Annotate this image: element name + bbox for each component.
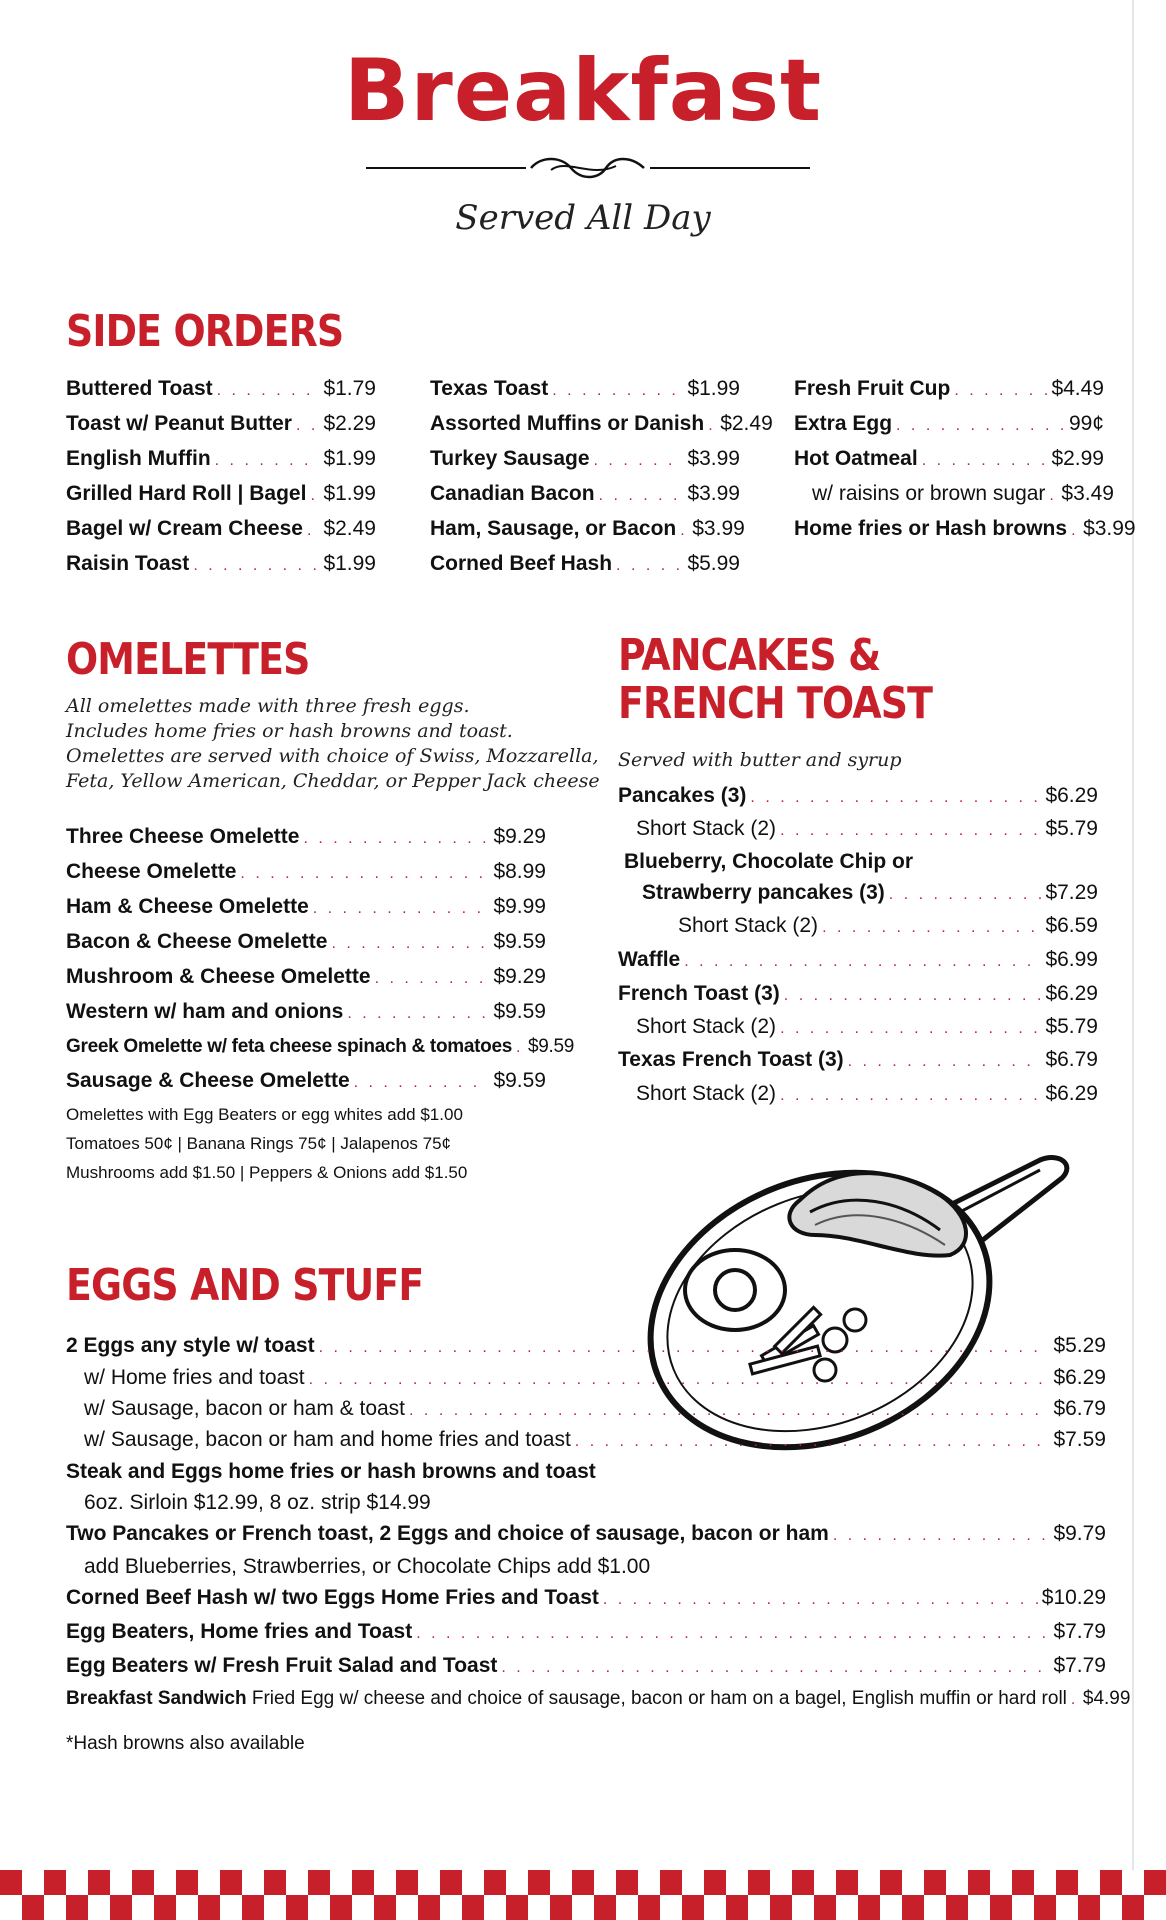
description-line: Feta, Yellow American, Cheddar, or Pepper Jack cheese — [66, 770, 600, 792]
item-price: $3.99 — [687, 447, 740, 470]
pancakes-list — [618, 780, 1098, 1111]
dot-leader — [217, 374, 320, 407]
item-price: $3.49 — [1061, 482, 1114, 505]
item-name: Bagel w/ Cream Cheese — [66, 517, 303, 540]
item-price: $6.29 — [1045, 982, 1098, 1005]
dot-leader — [599, 479, 684, 512]
menu-item — [66, 512, 376, 547]
page-edge — [1132, 0, 1134, 1880]
menu-item — [66, 1425, 1106, 1456]
menu-item-detail — [66, 1488, 1106, 1517]
item-name: Toast w/ Peanut Butter — [66, 412, 292, 435]
item-name: Breakfast Sandwich — [66, 1688, 247, 1709]
item-name: Three Cheese Omelette — [66, 825, 300, 848]
item-name: w/ Home fries and toast — [84, 1366, 305, 1389]
note-line: Omelettes with Egg Beaters or egg whites add $1.00 — [66, 1105, 463, 1124]
item-description: Fried Egg w/ cheese and choice of sausage, bacon or ham on a bagel, English muffin or hard roll — [251, 1688, 1067, 1709]
item-name: Mushroom & Cheese Omelette — [66, 965, 371, 988]
item-name: w/ Sausage, bacon or ham and home fries and toast — [84, 1428, 571, 1451]
menu-item — [66, 925, 546, 960]
item-price: $5.99 — [687, 552, 740, 575]
item-name: Greek Omelette w/ feta cheese spinach & tomatoes — [66, 1036, 512, 1057]
omelettes-heading: OMELETTES — [66, 634, 310, 685]
omelettes-description — [66, 694, 600, 794]
dot-leader — [684, 945, 1041, 978]
item-name: Short Stack (2) — [636, 1082, 777, 1105]
dot-leader — [240, 857, 489, 890]
note-line: Mushrooms add $1.50 | Peppers & Onions add $1.50 — [66, 1163, 468, 1182]
dot-leader — [750, 782, 1041, 813]
item-price: $5.29 — [1053, 1334, 1106, 1357]
item-price: $6.79 — [1053, 1397, 1106, 1420]
item-name: Cheese Omelette — [66, 860, 237, 883]
item-name: Pancakes (3) — [618, 784, 747, 807]
item-name: Texas French Toast (3) — [618, 1048, 844, 1071]
eggs-heading: EGGS AND STUFF — [66, 1260, 424, 1311]
menu-item — [66, 1030, 575, 1064]
menu-item — [66, 1456, 1106, 1488]
pancakes-heading-line2: FRENCH TOAST — [618, 677, 933, 729]
item-name: Waffle — [618, 948, 681, 971]
pancakes-heading-line1: PANCAKES & — [618, 630, 881, 681]
item-price: $4.49 — [1051, 377, 1104, 400]
item-name: Blueberry, Chocolate Chip or — [624, 850, 913, 873]
menu-item — [66, 820, 546, 855]
item-price: $3.99 — [1083, 517, 1136, 540]
menu-item — [430, 407, 773, 442]
omelettes-list — [66, 820, 575, 1099]
pancakes-heading — [618, 632, 932, 727]
menu-item — [794, 442, 1104, 477]
item-price: $9.59 — [493, 1000, 546, 1023]
dot-leader — [501, 1651, 1049, 1684]
item-price: $8.99 — [493, 860, 546, 883]
item-name: Two Pancakes or French toast, 2 Eggs and choice of sausage, bacon or ham — [66, 1522, 829, 1545]
menu-item — [430, 512, 745, 547]
item-price: $5.79 — [1045, 1015, 1098, 1038]
dot-leader — [331, 927, 489, 960]
menu-item — [430, 442, 740, 477]
dot-leader — [708, 409, 716, 442]
item-name: French Toast (3) — [618, 982, 780, 1005]
dot-leader — [780, 1080, 1041, 1111]
item-price: $9.79 — [1053, 1522, 1106, 1545]
menu-item — [66, 1649, 1106, 1684]
menu-item — [430, 547, 740, 582]
item-price: $6.59 — [1045, 914, 1098, 937]
dot-leader — [307, 514, 320, 547]
side-orders-col2 — [430, 372, 773, 582]
item-price: $6.99 — [1045, 948, 1098, 971]
item-name: 2 Eggs any style w/ toast — [66, 1334, 315, 1357]
menu-item — [66, 890, 546, 925]
dot-leader — [780, 1013, 1041, 1044]
item-detail: add Blueberries, Strawberries, or Chocolate Chips add $1.00 — [84, 1555, 651, 1578]
item-name: Canadian Bacon — [430, 482, 595, 505]
item-name: Strawberry pancakes (3) — [642, 881, 885, 904]
menu-item — [66, 855, 546, 890]
item-price: $3.99 — [687, 482, 740, 505]
item-price: $1.99 — [323, 552, 376, 575]
item-name: Ham, Sausage, or Bacon — [430, 517, 677, 540]
dot-leader — [780, 815, 1041, 846]
dot-leader — [922, 444, 1048, 477]
description-line: All omelettes made with three fresh eggs. — [66, 695, 470, 717]
side-orders-col3 — [794, 372, 1136, 547]
menu-item — [430, 372, 740, 407]
item-price: $1.99 — [687, 377, 740, 400]
menu-item — [66, 960, 546, 995]
item-price: $2.99 — [1051, 447, 1104, 470]
menu-item — [618, 978, 1098, 1011]
menu-item — [618, 780, 1098, 813]
menu-item — [66, 407, 376, 442]
item-price: $6.29 — [1045, 784, 1098, 807]
dot-leader — [313, 892, 490, 925]
menu-item — [66, 1064, 546, 1099]
dot-leader — [784, 980, 1042, 1011]
item-price: $1.99 — [323, 482, 376, 505]
item-name: Corned Beef Hash — [430, 552, 613, 575]
item-name: Corned Beef Hash w/ two Eggs Home Fries and Toast — [66, 1586, 599, 1609]
menu-item — [794, 372, 1104, 407]
pancakes-description: Served with butter and syrup — [618, 749, 902, 771]
item-name: Fresh Fruit Cup — [794, 377, 951, 400]
dot-leader — [889, 879, 1042, 910]
item-name: Extra Egg — [794, 412, 893, 435]
dot-leader — [303, 822, 489, 855]
menu-item — [618, 1044, 1098, 1078]
item-price: $9.59 — [493, 930, 546, 953]
item-price: $5.79 — [1045, 817, 1098, 840]
dot-leader — [409, 1396, 1049, 1425]
menu-item — [618, 813, 1098, 846]
menu-item-detail — [66, 1552, 1106, 1581]
item-name: Short Stack (2) — [636, 817, 777, 840]
menu-item — [66, 372, 376, 407]
menu-item — [794, 407, 1104, 442]
flourish-divider — [366, 148, 810, 188]
dot-leader — [848, 1046, 1042, 1078]
page-title: Breakfast — [343, 41, 823, 141]
menu-item — [66, 1684, 1131, 1715]
menu-item — [66, 1616, 1106, 1649]
side-orders-heading: SIDE ORDERS — [66, 306, 344, 357]
item-name: Raisin Toast — [66, 552, 190, 575]
dot-leader — [215, 444, 320, 477]
item-name: w/ Sausage, bacon or ham & toast — [84, 1397, 406, 1420]
dot-leader — [954, 374, 1047, 407]
menu-item — [66, 1394, 1106, 1425]
item-price: $9.59 — [528, 1036, 575, 1057]
item-price: $9.99 — [493, 895, 546, 918]
item-name: Egg Beaters w/ Fresh Fruit Salad and Toast — [66, 1654, 498, 1677]
item-name: Egg Beaters, Home fries and Toast — [66, 1620, 413, 1643]
item-price: $1.99 — [323, 447, 376, 470]
item-price: $2.49 — [323, 517, 376, 540]
item-price: $7.79 — [1053, 1654, 1106, 1677]
dot-leader — [1049, 479, 1057, 512]
item-price: $9.59 — [493, 1069, 546, 1092]
item-name: Ham & Cheese Omelette — [66, 895, 309, 918]
item-price: $7.59 — [1053, 1428, 1106, 1451]
footnote: *Hash browns also available — [66, 1733, 305, 1754]
dot-leader — [375, 962, 490, 995]
menu-item — [66, 1581, 1106, 1616]
dot-leader — [416, 1618, 1049, 1649]
menu-item — [66, 477, 376, 512]
item-name: Grilled Hard Roll | Bagel — [66, 482, 307, 505]
menu-item — [794, 477, 1114, 512]
item-name: Turkey Sausage — [430, 447, 590, 470]
item-price: $2.29 — [323, 412, 376, 435]
dot-leader — [310, 479, 319, 512]
item-price: $9.29 — [493, 965, 546, 988]
dot-leader — [354, 1066, 490, 1099]
menu-item — [618, 910, 1098, 943]
menu-item — [66, 442, 376, 477]
description-line: Includes home fries or hash browns and toast. — [66, 720, 513, 742]
menu-item — [66, 547, 376, 582]
item-name: Sausage & Cheese Omelette — [66, 1069, 350, 1092]
item-name: Assorted Muffins or Danish — [430, 412, 705, 435]
menu-item — [618, 877, 1098, 910]
dot-leader — [896, 409, 1065, 442]
item-detail: 6oz. Sirloin $12.99, 8 oz. strip $14.99 — [84, 1491, 431, 1514]
dot-leader — [680, 514, 688, 547]
dot-leader — [616, 549, 683, 582]
item-price: $6.79 — [1045, 1048, 1098, 1071]
dot-leader — [594, 444, 684, 477]
item-price: $2.49 — [720, 412, 773, 435]
item-name: Short Stack (2) — [678, 914, 819, 937]
dot-leader — [347, 997, 489, 1030]
menu-item — [66, 995, 546, 1030]
dot-leader — [319, 1332, 1050, 1363]
item-name: Texas Toast — [430, 377, 549, 400]
item-name: Western w/ ham and onions — [66, 1000, 344, 1023]
dot-leader — [516, 1031, 524, 1064]
item-name: English Muffin — [66, 447, 211, 470]
page-subtitle: Served All Day — [455, 198, 711, 238]
menu-item — [430, 477, 740, 512]
menu-item — [794, 512, 1136, 547]
dot-leader — [822, 912, 1041, 943]
dot-leader — [296, 409, 319, 442]
menu-item — [618, 1078, 1098, 1111]
omelettes-notes — [66, 1100, 467, 1187]
item-name: Buttered Toast — [66, 377, 213, 400]
dot-leader — [193, 549, 319, 582]
item-name: Home fries or Hash browns — [794, 517, 1068, 540]
item-price: $3.99 — [692, 517, 745, 540]
description-line: Omelettes are served with choice of Swiss, Mozzarella, — [66, 745, 599, 767]
checkered-border — [0, 1870, 1166, 1920]
item-price: $6.29 — [1045, 1082, 1098, 1105]
item-price: $7.79 — [1053, 1620, 1106, 1643]
menu-item — [618, 943, 1098, 978]
dot-leader — [1071, 1685, 1079, 1715]
item-name: Short Stack (2) — [636, 1015, 777, 1038]
item-price: $10.29 — [1041, 1586, 1106, 1609]
item-price: $6.29 — [1053, 1366, 1106, 1389]
menu-item — [66, 1363, 1106, 1394]
item-price: $9.29 — [493, 825, 546, 848]
side-orders-col1 — [66, 372, 376, 582]
item-name: w/ raisins or brown sugar — [812, 482, 1046, 505]
item-name: Steak and Eggs home fries or hash browns and toast — [66, 1460, 596, 1483]
menu-item — [618, 1011, 1098, 1044]
dot-leader — [603, 1583, 1038, 1616]
note-line: Tomatoes 50¢ | Banana Rings 75¢ | Jalapenos 75¢ — [66, 1134, 451, 1153]
dot-leader — [833, 1519, 1050, 1552]
menu-item-heading — [618, 846, 1098, 877]
item-price: 99¢ — [1068, 412, 1104, 435]
dot-leader — [1071, 514, 1079, 547]
menu-item — [66, 1517, 1106, 1552]
eggs-list — [66, 1330, 1131, 1758]
dot-leader — [309, 1365, 1050, 1394]
item-price: $1.79 — [323, 377, 376, 400]
menu-item — [66, 1330, 1106, 1363]
dot-leader — [552, 374, 683, 407]
item-name: Hot Oatmeal — [794, 447, 918, 470]
dot-leader — [575, 1427, 1050, 1456]
item-price: $7.29 — [1045, 881, 1098, 904]
item-price: $4.99 — [1082, 1688, 1131, 1709]
item-name: Bacon & Cheese Omelette — [66, 930, 328, 953]
